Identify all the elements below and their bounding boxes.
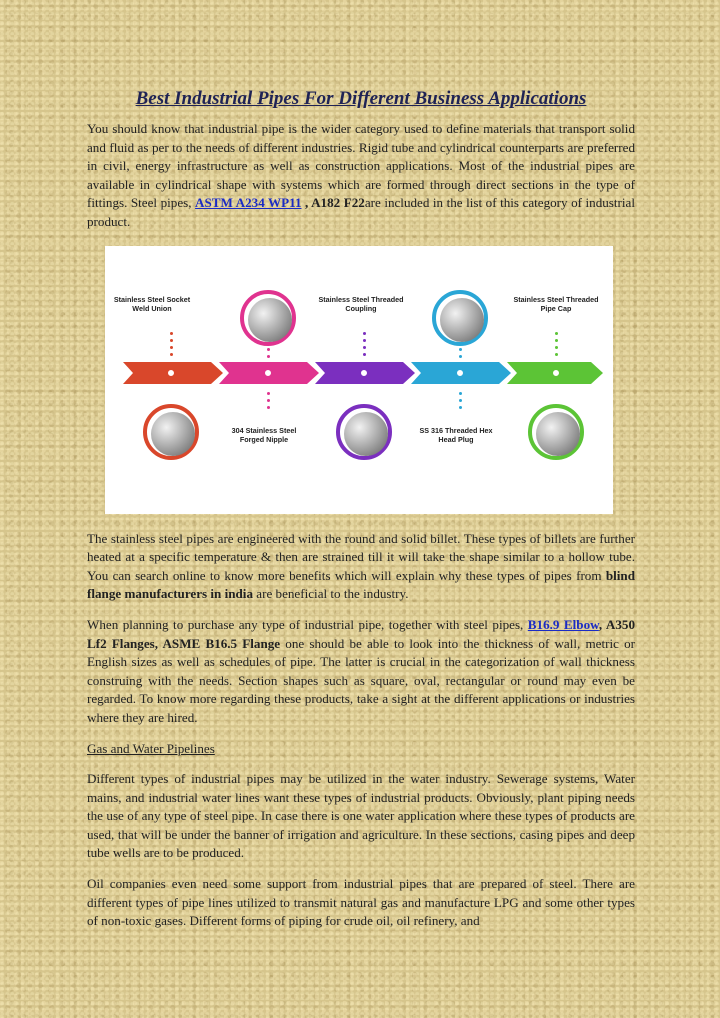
connector-dots-2 bbox=[267, 348, 270, 362]
connector-dots-5 bbox=[459, 348, 462, 362]
node-2 bbox=[263, 368, 273, 378]
connector-dots-4 bbox=[363, 332, 366, 360]
b16-9-elbow-link[interactable]: B16.9 Elbow bbox=[527, 616, 599, 632]
hex-head-plug-image bbox=[432, 290, 488, 346]
billet-text-end: are beneficial to the industry. bbox=[253, 586, 409, 602]
page-title: Best Industrial Pipes For Different Business Applications bbox=[135, 88, 587, 109]
intro-text-end: are included in the list of this category of industrial product. bbox=[87, 195, 635, 229]
intro-text: You should know that industrial pipe is the wider category used to define materials that transport solid and fluid as per to the needs of different industries. Rigid tube and cylindrical counterparts are preferred in civil, energy infrastructure as well as construction applications. Most of the industrial pipes are available in cylindrical shape with systems which are formed through direct sections in the type of fittings. Steel pipes, bbox=[87, 121, 635, 211]
pipe-fittings-infographic bbox=[105, 246, 613, 514]
node-4 bbox=[455, 368, 465, 378]
intro-paragraph bbox=[87, 120, 635, 232]
blind-flange-text: blind flange manufacturers in india bbox=[87, 567, 635, 602]
flanges-text: , A350 Lf2 Flanges, ASME B16.5 Flange bbox=[87, 616, 636, 651]
document-page bbox=[87, 88, 635, 931]
forged-nipple-image bbox=[240, 290, 296, 346]
label-threaded-coupling: Stainless Steel Threaded Coupling bbox=[318, 294, 404, 313]
label-threaded-pipe-cap: Stainless Steel Threaded Pipe Cap bbox=[513, 294, 599, 313]
oil-paragraph: Oil companies even need some support from industrial pipes that are prepared of steel. There are different types of pipe lines utilized to transmit natural gas and manufacture LPG and some other types of non-toxic gases. Different forms of piping for crude oil, oil refinery, and bbox=[87, 876, 635, 929]
node-1 bbox=[166, 368, 176, 378]
purchase-paragraph bbox=[87, 616, 635, 728]
connector-dots-6 bbox=[459, 392, 462, 413]
water-paragraph: Different types of industrial pipes may be utilized in the water industry. Sewerage systems, Water mains, and industrial water lines want these types of industrial products. Obviously, plant piping needs the use of any type of steel pipe. In case there is one water application where these types of products are used, that will be under the banner of irrigation and agriculture. In these sections, casing pipes and deep tube wells are to be produced. bbox=[87, 771, 635, 861]
connector-dots-3 bbox=[267, 392, 270, 413]
connector-dots-7 bbox=[555, 332, 558, 360]
label-socket-weld-union: Stainless Steel Socket Weld Union bbox=[113, 294, 191, 313]
node-3 bbox=[359, 368, 369, 378]
billet-paragraph bbox=[87, 530, 635, 604]
astm-a234-wp11-link[interactable]: ASTM A234 WP11 bbox=[195, 195, 302, 211]
section-heading-gas-water: Gas and Water Pipelines bbox=[87, 740, 215, 756]
purchase-text-end: one should be able to look into the thickness of wall, metric or English sizes as well as schedules of pipe. The latter is crucial in the categorization of wall thickness construing with the needs. Section shapes such as square, oval, rectangular or round may even be regarded. To know more regarding these products, take a sight at the different applications or industries where they are hired. bbox=[87, 635, 635, 725]
billet-text: The stainless steel pipes are engineered with the round and solid billet. These types of billets are further heated at a specific temperature & then are strained till it will take the shape similar to a hollow tube. You can search online to know more benefits which will explain why these types of pipes from bbox=[87, 530, 635, 583]
connector-dots-1 bbox=[170, 332, 173, 360]
a182-f22-text: A182 F22 bbox=[311, 195, 365, 211]
node-5 bbox=[551, 368, 561, 378]
threaded-coupling-image bbox=[336, 404, 392, 460]
intro-separator: , bbox=[301, 195, 312, 211]
label-hex-head-plug: SS 316 Threaded Hex Head Plug bbox=[419, 425, 493, 444]
purchase-text: When planning to purchase any type of industrial pipe, together with steel pipes, bbox=[87, 616, 528, 632]
threaded-pipe-cap-image bbox=[528, 404, 584, 460]
socket-weld-union-image bbox=[143, 404, 199, 460]
label-forged-nipple: 304 Stainless Steel Forged Nipple bbox=[231, 425, 297, 444]
